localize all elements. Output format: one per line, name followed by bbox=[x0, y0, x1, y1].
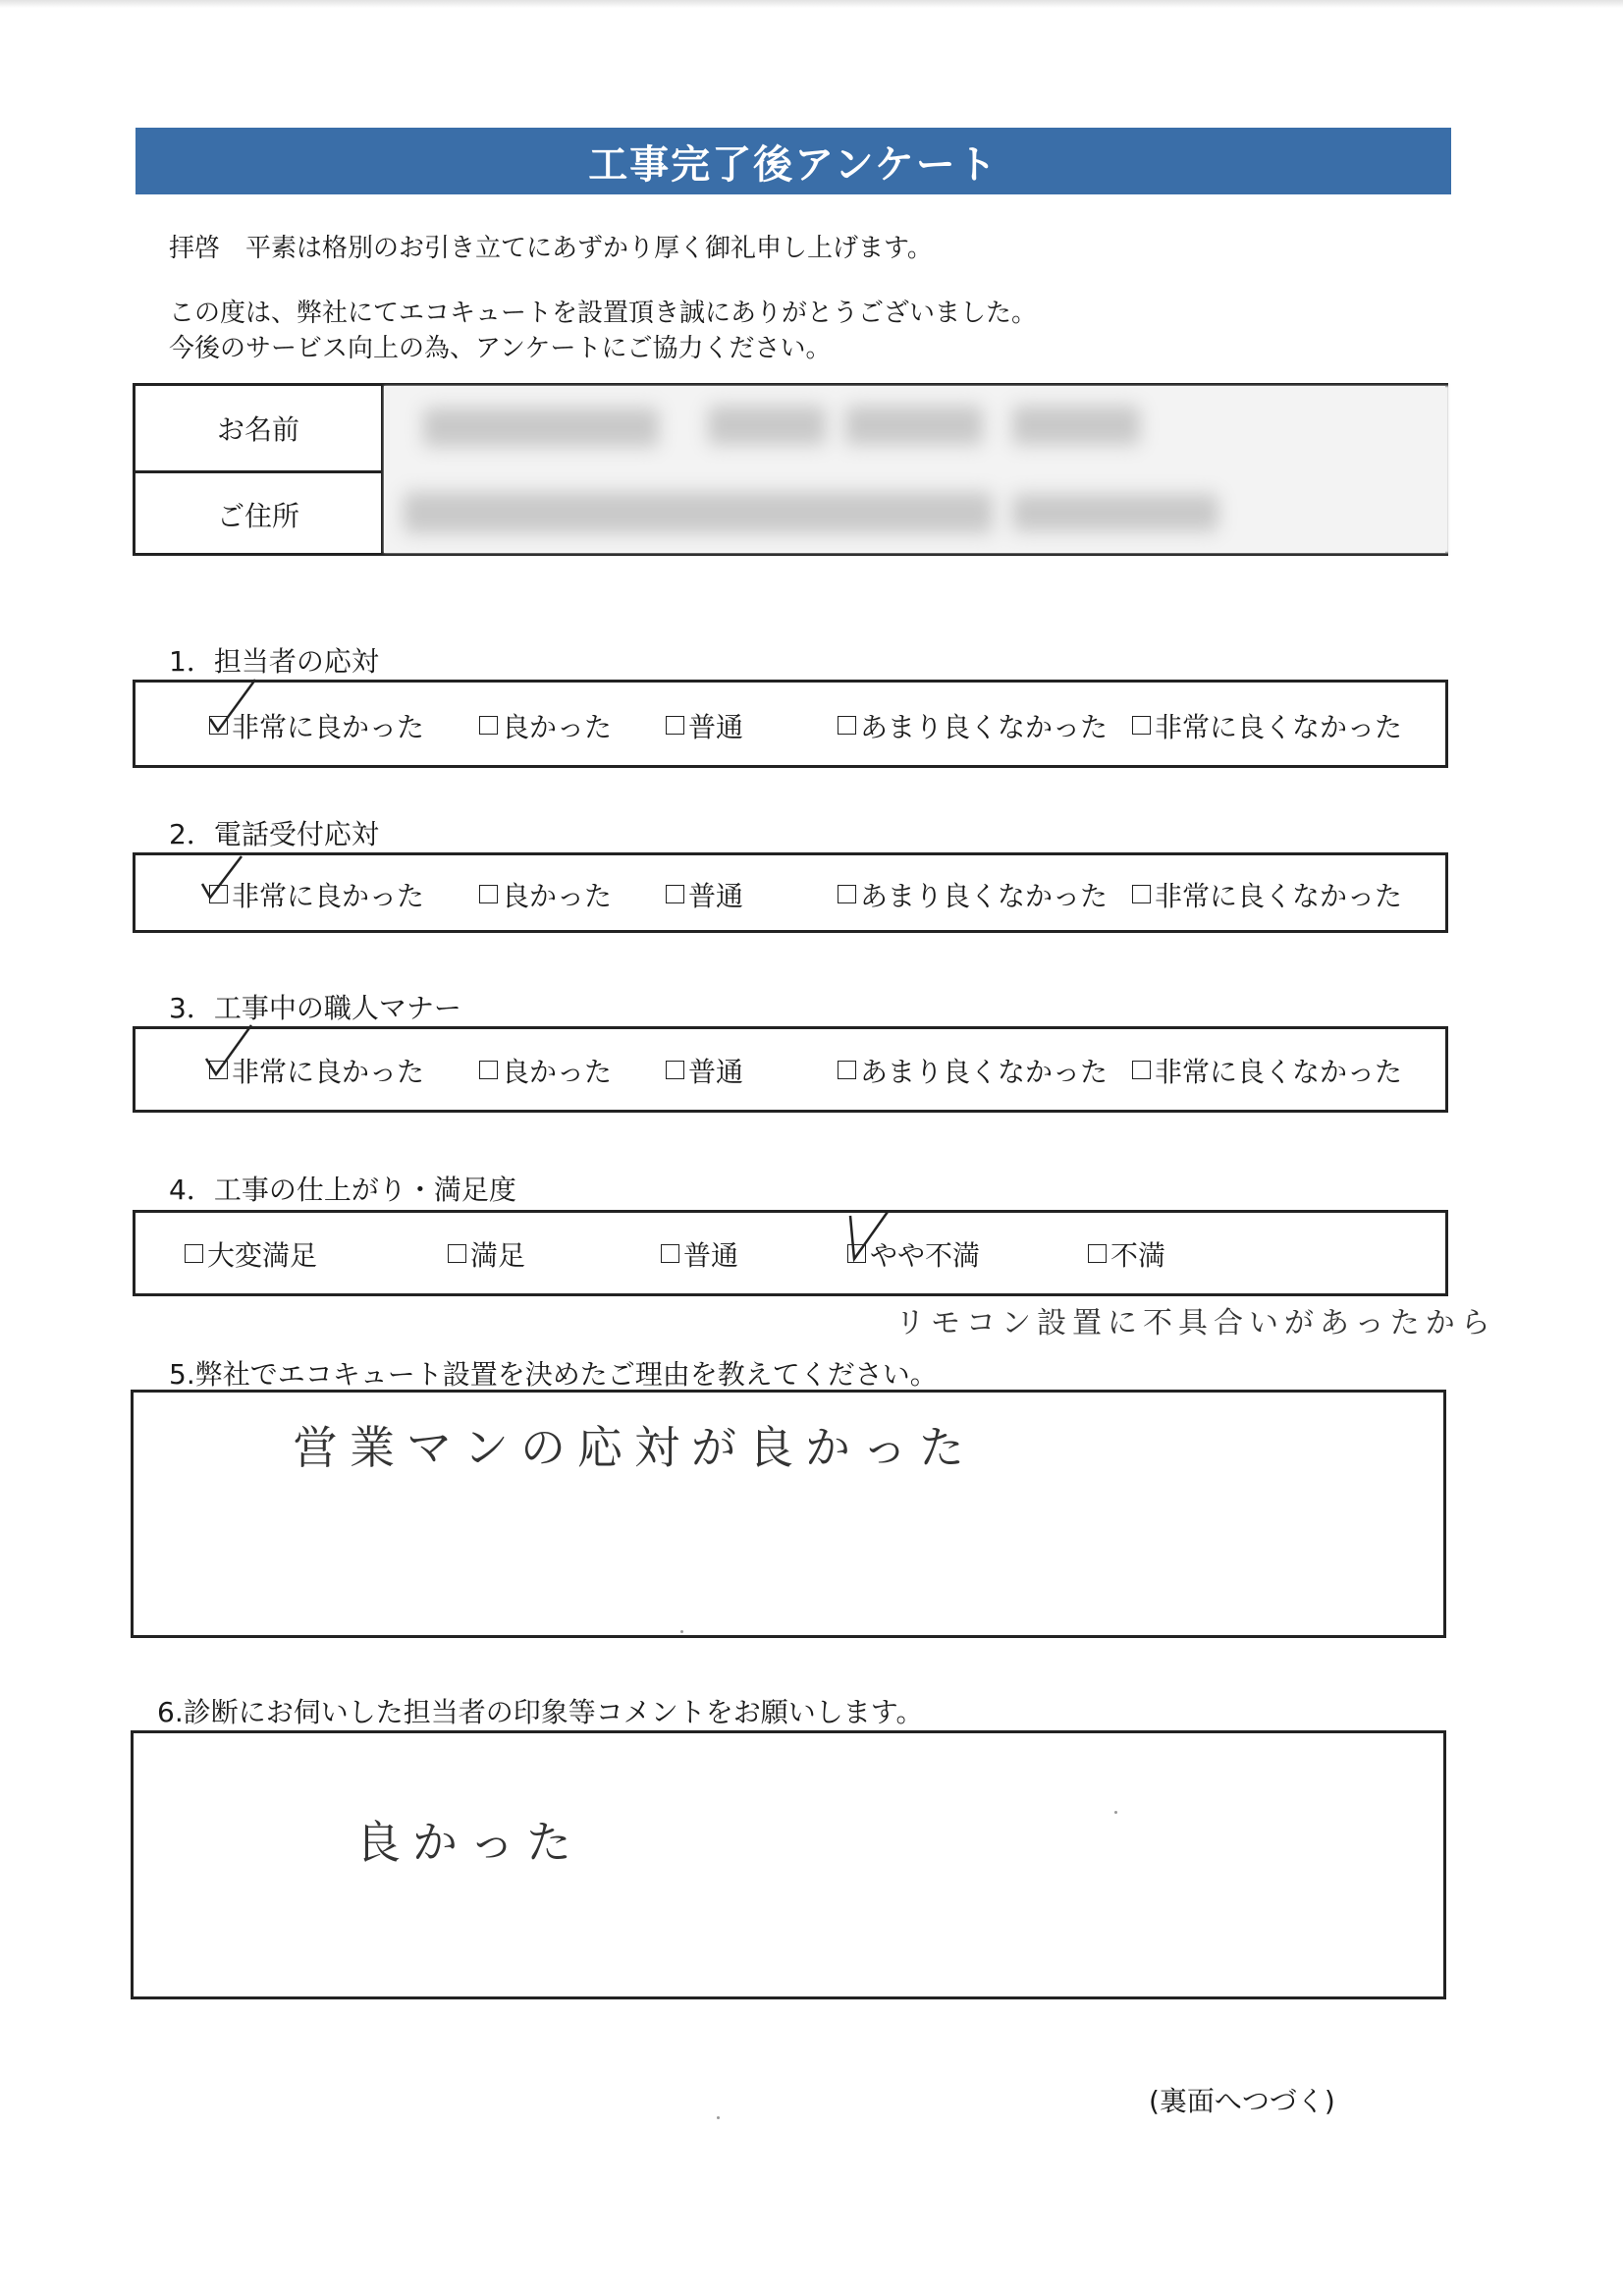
name-label: お名前 bbox=[216, 412, 299, 446]
checkbox[interactable] bbox=[1132, 885, 1151, 903]
q4-options bbox=[133, 1210, 1448, 1296]
q6-label: 6.診断にお伺いした担当者の印象等コメントをお願いします。 bbox=[157, 1696, 924, 1728]
q1-option[interactable]: 普通 bbox=[666, 706, 743, 745]
check-mark-icon bbox=[844, 1210, 893, 1267]
q2-option[interactable]: 良かった bbox=[479, 875, 612, 914]
q1-option[interactable]: 非常に良くなかった bbox=[1132, 706, 1402, 745]
q3-option[interactable]: 非常に良くなかった bbox=[1132, 1051, 1402, 1090]
q4-option[interactable]: 不満 bbox=[1088, 1234, 1165, 1274]
q1-option[interactable]: 非常に良かった bbox=[209, 706, 424, 745]
check-mark-icon bbox=[198, 850, 247, 903]
q2-label: 2．電話受付応対 bbox=[169, 818, 379, 850]
scan-speck bbox=[1114, 1811, 1117, 1814]
customer-info-table bbox=[133, 383, 1448, 556]
q1-options bbox=[133, 680, 1448, 768]
checkbox[interactable] bbox=[1088, 1244, 1107, 1263]
q2-options bbox=[133, 852, 1448, 933]
q2-option[interactable]: あまり良くなかった bbox=[838, 875, 1108, 914]
survey-title-banner: 工事完了後アンケート bbox=[135, 128, 1451, 194]
greeting-line-2: この度は、弊社にてエコキュートを設置頂き誠にありがとうございました。 bbox=[169, 299, 1038, 328]
greeting-line-3: 今後のサービス向上の為、アンケートにご協力ください。 bbox=[169, 334, 832, 363]
q3-option[interactable]: 普通 bbox=[666, 1051, 743, 1090]
checkbox[interactable] bbox=[479, 716, 498, 735]
checkbox[interactable] bbox=[448, 1244, 466, 1263]
greeting-line-1: 拝啓 平素は格別のお引き立てにあずかり厚く御礼申し上げます。 bbox=[169, 234, 933, 263]
checkbox[interactable] bbox=[838, 1061, 856, 1079]
q3-label: 3．工事中の職人マナー bbox=[169, 992, 461, 1024]
q6-answer-box[interactable] bbox=[131, 1730, 1446, 1999]
scan-speck bbox=[680, 1630, 683, 1633]
q3-option[interactable]: 非常に良かった bbox=[209, 1051, 424, 1090]
q4-option[interactable]: 大変満足 bbox=[185, 1234, 317, 1274]
checkbox[interactable] bbox=[185, 1244, 203, 1263]
q2-option[interactable]: 普通 bbox=[666, 875, 743, 914]
check-mark-icon bbox=[202, 1021, 257, 1080]
address-label: ご住所 bbox=[216, 499, 299, 532]
checkbox[interactable] bbox=[666, 885, 684, 903]
scan-speck bbox=[717, 2116, 720, 2119]
q1-option[interactable]: あまり良くなかった bbox=[838, 706, 1108, 745]
q1-option[interactable]: 良かった bbox=[479, 706, 612, 745]
checkbox[interactable] bbox=[1132, 716, 1151, 735]
page-edge bbox=[0, 0, 1623, 8]
q4-option[interactable]: 満足 bbox=[448, 1234, 525, 1274]
checkbox[interactable] bbox=[838, 885, 856, 903]
q6-handwritten-answer: 良かった bbox=[355, 1816, 583, 1869]
q2-option[interactable]: 非常に良かった bbox=[209, 875, 424, 914]
q4-option[interactable]: 普通 bbox=[661, 1234, 738, 1274]
checkbox[interactable] bbox=[661, 1244, 679, 1263]
checkbox[interactable] bbox=[479, 1061, 498, 1079]
q2-option[interactable]: 非常に良くなかった bbox=[1132, 875, 1402, 914]
checkbox[interactable] bbox=[666, 1061, 684, 1079]
checkbox[interactable] bbox=[666, 716, 684, 735]
continued-on-back-note: (裏面へつづく) bbox=[1149, 2085, 1335, 2117]
q3-option[interactable]: 良かった bbox=[479, 1051, 612, 1090]
q4-option[interactable]: やや不満 bbox=[847, 1234, 980, 1274]
q3-options bbox=[133, 1026, 1448, 1113]
q1-label: 1．担当者の応対 bbox=[169, 645, 379, 678]
check-mark-icon bbox=[204, 676, 263, 735]
q3-option[interactable]: あまり良くなかった bbox=[838, 1051, 1108, 1090]
checkbox[interactable] bbox=[479, 885, 498, 903]
q4-handwritten-note: リモコン設置に不具合いがあったから bbox=[895, 1306, 1496, 1340]
checkbox[interactable] bbox=[838, 716, 856, 735]
redacted-personal-info bbox=[384, 386, 1449, 553]
q5-label: 5.弊社でエコキュート設置を決めたご理由を教えてください。 bbox=[169, 1358, 938, 1391]
q5-handwritten-answer: 営業マンの応対が良かった bbox=[293, 1421, 976, 1474]
q4-label: 4．工事の仕上がり・満足度 bbox=[169, 1174, 516, 1206]
checkbox[interactable] bbox=[1132, 1061, 1151, 1079]
